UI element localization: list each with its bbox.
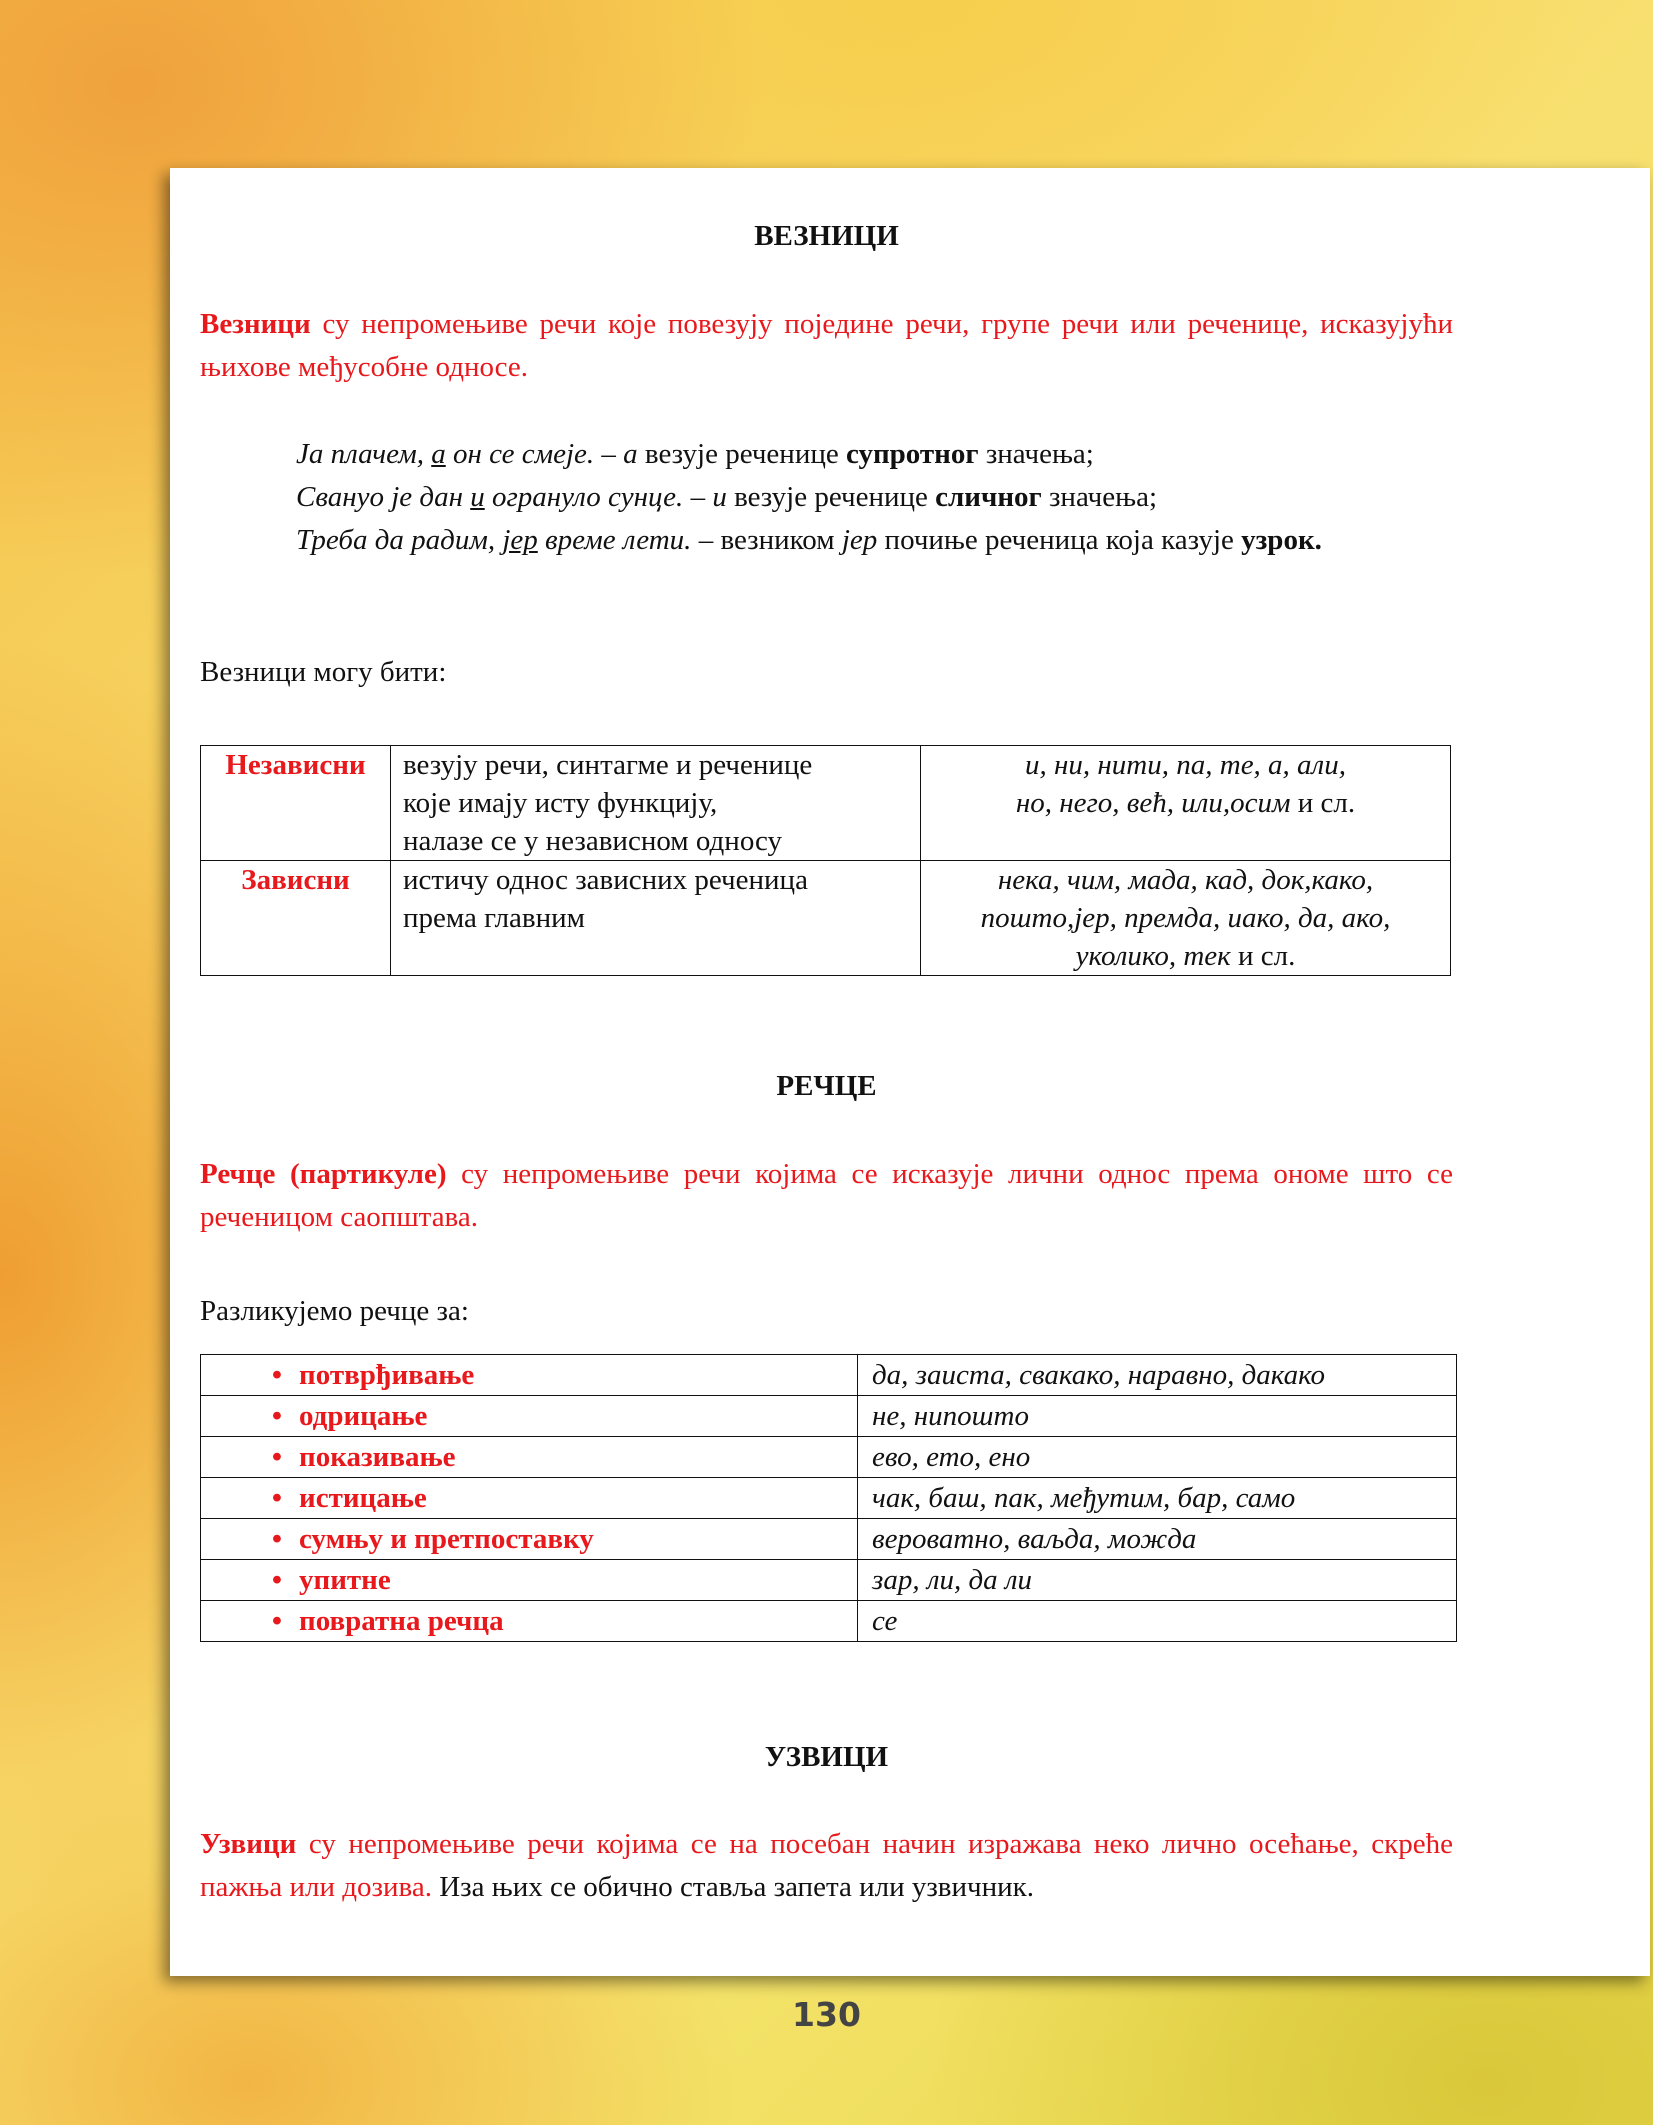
example-key: сличног — [935, 481, 1042, 513]
bullet-icon: • — [271, 1359, 283, 1391]
description-line: везују речи, синтагме и реченице — [403, 749, 813, 781]
recce-label-text: потврђивање — [299, 1359, 475, 1391]
recce-intro: Разликујемо речце за: — [200, 1295, 469, 1327]
bullet-icon: • — [271, 1400, 283, 1432]
bullet-icon: • — [271, 1441, 283, 1473]
veznici-intro: Везници могу бити: — [200, 656, 447, 688]
recce-label-text: повратна речца — [299, 1605, 504, 1637]
recce-label — [201, 1560, 858, 1601]
example-word: а — [623, 438, 638, 470]
description-line: према главним — [403, 902, 586, 934]
recce-examples: зар, ли, да ли — [858, 1560, 1457, 1601]
examples-line: пошто,јер, премда, иако, да, ако, — [980, 902, 1391, 934]
examples-tail: и сл. — [1290, 787, 1356, 819]
recce-examples: да, заиста, свакако, наравно, дакако — [858, 1355, 1457, 1396]
uzvici-definition-text: су непромењиве речи којима се на посебан начин изражава неко лично осећање, скреће пажња или дозива. — [200, 1828, 1453, 1903]
recce-table — [200, 1354, 1457, 1642]
veznici-table — [200, 745, 1451, 976]
section-title-uzvici: УЗВИЦИ — [764, 1741, 889, 1773]
veznici-example-2 — [296, 476, 1157, 519]
examples-tail: и сл. — [1230, 940, 1296, 972]
recce-definition-text: су непромењиве речи којима се исказује лични однос према ономе што се реченицом саопштава. — [200, 1158, 1454, 1233]
table-row — [201, 1560, 1457, 1601]
table-row — [201, 861, 1451, 976]
example-explanation-end: значења; — [1041, 481, 1158, 513]
description-line: налазе се у независном односу — [403, 825, 783, 857]
example-sentence: Ја плачем, — [296, 438, 432, 470]
example-explanation: везује реченице — [637, 438, 846, 470]
bullet-icon: • — [271, 1523, 283, 1555]
recce-label — [201, 1396, 858, 1437]
examples-line: и, ни, нити, па, те, а, али, — [1025, 749, 1346, 781]
veznici-definition-text: су непромењиве речи које повезују поједине речи, групе речи или реченице, исказујући њихове међусобне односе. — [200, 308, 1453, 383]
bullet-icon: • — [271, 1605, 283, 1637]
veznici-type: Зависни — [201, 861, 391, 976]
example-conjunction: јер — [502, 524, 538, 556]
example-word: јер — [841, 524, 878, 556]
recce-label-text: упитне — [299, 1564, 391, 1596]
recce-label-text: сумњу и претпоставку — [299, 1523, 594, 1555]
example-explanation: везује реченице — [726, 481, 936, 513]
examples-line: нека, чим, мада, кад, док,како, — [997, 864, 1374, 896]
example-sentence: Треба да радим, — [296, 524, 503, 556]
table-row — [201, 1355, 1457, 1396]
recce-label — [201, 1355, 858, 1396]
examples-line: уколико, тек — [1075, 940, 1231, 972]
example-word: и — [712, 481, 727, 513]
recce-definition — [200, 1153, 1453, 1239]
table-row — [201, 1396, 1457, 1437]
veznici-example-3 — [200, 519, 1453, 562]
example-conjunction: а — [431, 438, 446, 470]
example-key: узрок. — [1241, 524, 1322, 556]
uzvici-definition-tail: Иза њих се обично ставља запета или узвичник. — [431, 1871, 1034, 1903]
veznici-description — [391, 861, 921, 976]
recce-label-text: показивање — [299, 1441, 456, 1473]
section-title-recce: РЕЧЦЕ — [776, 1070, 877, 1102]
veznici-examples — [921, 746, 1451, 861]
recce-label — [201, 1437, 858, 1478]
veznici-example-1 — [296, 433, 1094, 476]
example-sentence-end: огрануло сунце. — [484, 481, 684, 513]
example-sentence: Свануо је дан — [296, 481, 471, 513]
veznici-type: Независни — [201, 746, 391, 861]
veznici-examples — [921, 861, 1451, 976]
example-explanation: – везником — [691, 524, 842, 556]
uzvici-term: Узвици — [200, 1828, 297, 1860]
recce-examples: чак, баш, пак, међутим, бар, само — [858, 1478, 1457, 1519]
examples-line: но, него, већ, или,осим — [1015, 787, 1291, 819]
recce-label — [201, 1601, 858, 1642]
example-explanation-end: почиње реченица која казује — [877, 524, 1242, 556]
veznici-definition — [200, 303, 1453, 389]
description-line: које имају исту функцију, — [403, 787, 718, 819]
table-row — [201, 1601, 1457, 1642]
recce-term: Речце (партикуле) — [200, 1158, 447, 1190]
recce-examples: не, нипошто — [858, 1396, 1457, 1437]
example-conjunction: и — [470, 481, 485, 513]
table-row — [201, 1437, 1457, 1478]
veznici-description — [391, 746, 921, 861]
page-sheet — [170, 168, 1650, 1976]
recce-examples: ево, ето, ено — [858, 1437, 1457, 1478]
example-key: супротног — [845, 438, 979, 470]
recce-label-text: истицање — [299, 1482, 427, 1514]
recce-label — [201, 1519, 858, 1560]
recce-label — [201, 1478, 858, 1519]
page-number: 130 — [792, 1995, 861, 2034]
bullet-icon: • — [271, 1564, 283, 1596]
description-line: истичу однос зависних реченица — [403, 864, 808, 896]
table-row — [201, 1519, 1457, 1560]
table-row — [201, 1478, 1457, 1519]
veznici-term: Везници — [200, 308, 311, 340]
uzvici-definition — [200, 1823, 1453, 1909]
section-title-veznici: ВЕЗНИЦИ — [754, 220, 899, 252]
example-sentence-end: време лети. — [537, 524, 692, 556]
table-row — [201, 746, 1451, 861]
recce-label-text: одрицање — [299, 1400, 428, 1432]
example-dash: – — [594, 438, 624, 470]
recce-examples: вероватно, ваљда, можда — [858, 1519, 1457, 1560]
recce-examples: се — [858, 1601, 1457, 1642]
example-sentence-end: он се смеје. — [445, 438, 595, 470]
bullet-icon: • — [271, 1482, 283, 1514]
example-explanation-end: значења; — [978, 438, 1094, 470]
example-dash: – — [683, 481, 713, 513]
